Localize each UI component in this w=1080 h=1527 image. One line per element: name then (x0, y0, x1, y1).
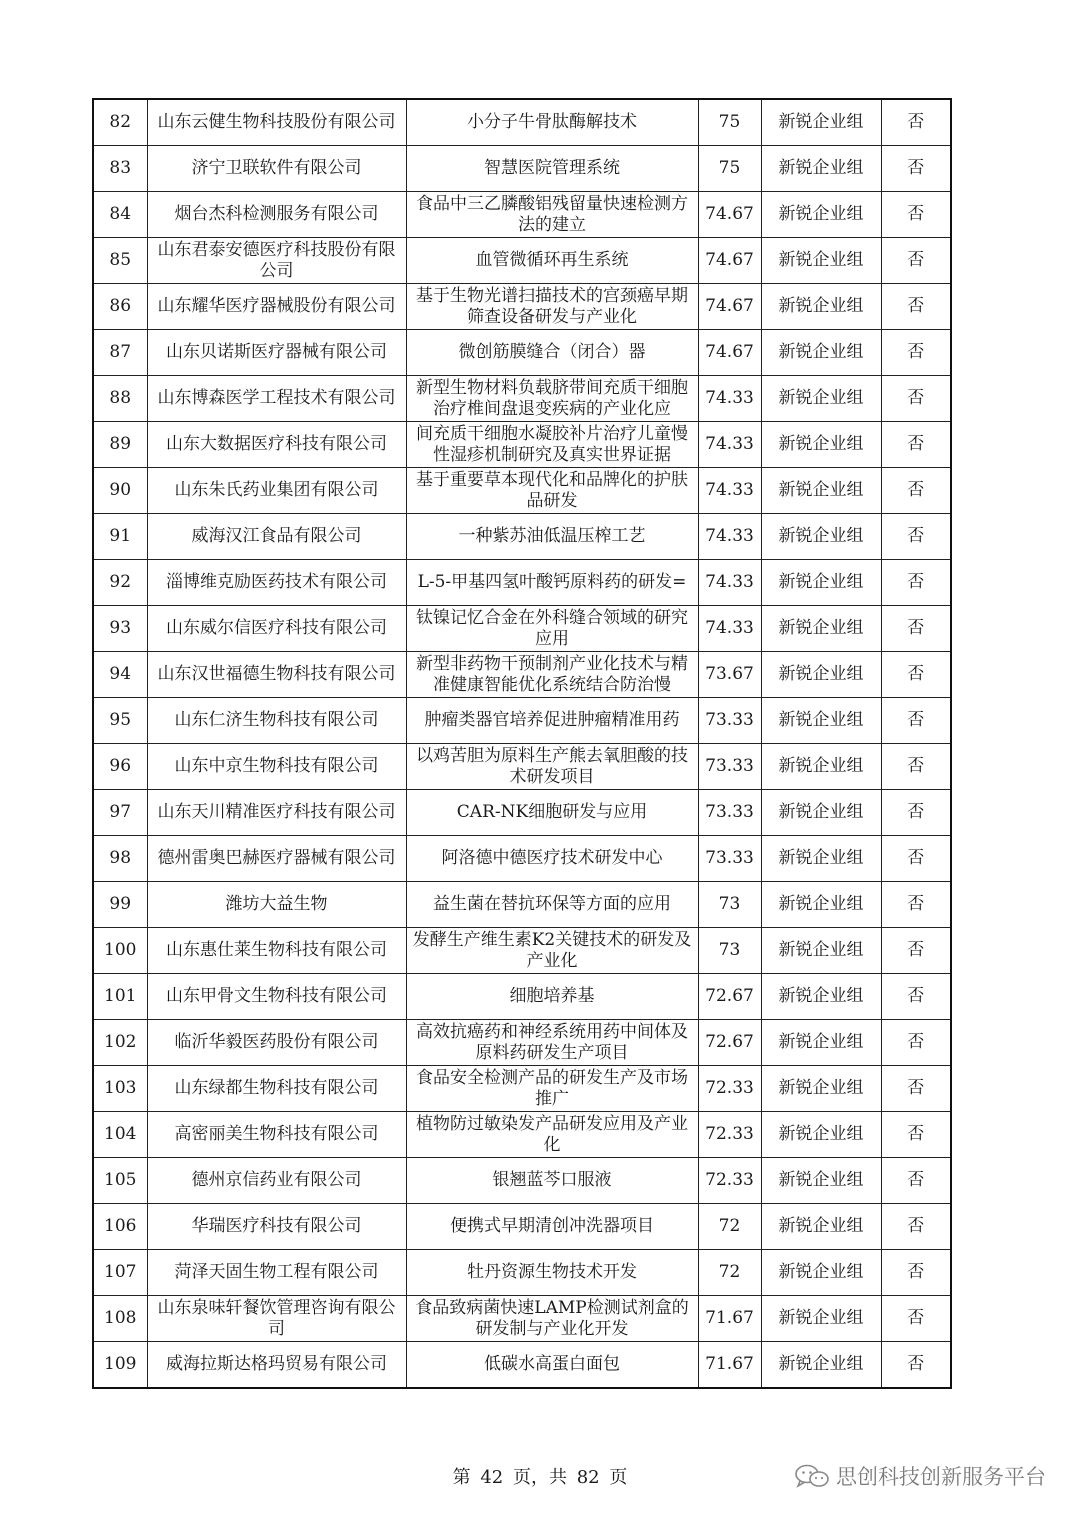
flag-cell: 否 (881, 1158, 951, 1204)
row-number-cell: 92 (93, 560, 147, 606)
flag-cell: 否 (881, 376, 951, 422)
company-name-cell: 高密丽美生物科技有限公司 (147, 1112, 406, 1158)
flag-cell: 否 (881, 560, 951, 606)
flag-cell: 否 (881, 146, 951, 192)
row-number-cell: 87 (93, 330, 147, 376)
project-name-cell: L-5-甲基四氢叶酸钙原料药的研发= (406, 560, 698, 606)
project-name-cell: 基于重要草本现代化和品牌化的护肤品研发 (406, 468, 698, 514)
group-name-cell: 新锐企业组 (761, 514, 881, 560)
score-cell: 72.67 (698, 974, 761, 1020)
wechat-icon (794, 1463, 830, 1489)
results-table-container (92, 98, 950, 1389)
page-prefix: 第 (452, 1467, 471, 1488)
table-row (93, 284, 951, 330)
table-row (93, 652, 951, 698)
group-name-cell: 新锐企业组 (761, 1020, 881, 1066)
project-name-cell: CAR-NK细胞研发与应用 (406, 790, 698, 836)
score-cell: 74.33 (698, 606, 761, 652)
row-number-cell: 97 (93, 790, 147, 836)
page-suffix: 页 (609, 1467, 628, 1488)
score-cell: 75 (698, 146, 761, 192)
company-name-cell: 菏泽天固生物工程有限公司 (147, 1250, 406, 1296)
score-cell: 73.33 (698, 790, 761, 836)
table-row (93, 560, 951, 606)
flag-cell: 否 (881, 1066, 951, 1112)
table-row (93, 192, 951, 238)
score-cell: 72.33 (698, 1066, 761, 1112)
score-cell: 72.33 (698, 1158, 761, 1204)
flag-cell: 否 (881, 514, 951, 560)
company-name-cell: 潍坊大益生物 (147, 882, 406, 928)
company-name-cell: 山东贝诺斯医疗器械有限公司 (147, 330, 406, 376)
group-name-cell: 新锐企业组 (761, 376, 881, 422)
table-row (93, 468, 951, 514)
company-name-cell: 山东云健生物科技股份有限公司 (147, 99, 406, 146)
table-row (93, 744, 951, 790)
score-cell: 72.67 (698, 1020, 761, 1066)
group-name-cell: 新锐企业组 (761, 422, 881, 468)
project-name-cell: 智慧医院管理系统 (406, 146, 698, 192)
project-name-cell: 小分子牛骨肽酶解技术 (406, 99, 698, 146)
group-name-cell: 新锐企业组 (761, 1250, 881, 1296)
flag-cell: 否 (881, 192, 951, 238)
group-name-cell: 新锐企业组 (761, 1158, 881, 1204)
score-cell: 72.33 (698, 1112, 761, 1158)
project-name-cell: 基于生物光谱扫描技术的宫颈癌早期筛查设备研发与产业化 (406, 284, 698, 330)
project-name-cell: 新型非药物干预制剂产业化技术与精准健康智能优化系统结合防治慢 (406, 652, 698, 698)
group-name-cell: 新锐企业组 (761, 1342, 881, 1389)
group-name-cell: 新锐企业组 (761, 744, 881, 790)
company-name-cell: 山东汉世福德生物科技有限公司 (147, 652, 406, 698)
row-number-cell: 82 (93, 99, 147, 146)
group-name-cell: 新锐企业组 (761, 468, 881, 514)
score-cell: 74.33 (698, 468, 761, 514)
score-cell: 73.67 (698, 652, 761, 698)
score-cell: 72 (698, 1204, 761, 1250)
score-cell: 74.67 (698, 284, 761, 330)
project-name-cell: 食品中三乙膦酸铝残留量快速检测方法的建立 (406, 192, 698, 238)
score-cell: 74.67 (698, 238, 761, 284)
company-name-cell: 山东大数据医疗科技有限公司 (147, 422, 406, 468)
score-cell: 73.33 (698, 698, 761, 744)
table-row (93, 99, 951, 146)
row-number-cell: 83 (93, 146, 147, 192)
table-row (93, 974, 951, 1020)
group-name-cell: 新锐企业组 (761, 698, 881, 744)
table-row (93, 606, 951, 652)
project-name-cell: 微创筋膜缝合（闭合）器 (406, 330, 698, 376)
table-row (93, 836, 951, 882)
row-number-cell: 103 (93, 1066, 147, 1112)
table-row (93, 330, 951, 376)
score-cell: 73 (698, 928, 761, 974)
company-name-cell: 山东朱氏药业集团有限公司 (147, 468, 406, 514)
company-name-cell: 山东甲骨文生物科技有限公司 (147, 974, 406, 1020)
company-name-cell: 山东惠仕莱生物科技有限公司 (147, 928, 406, 974)
flag-cell: 否 (881, 330, 951, 376)
row-number-cell: 91 (93, 514, 147, 560)
table-row (93, 422, 951, 468)
row-number-cell: 99 (93, 882, 147, 928)
project-name-cell: 食品安全检测产品的研发生产及市场推广 (406, 1066, 698, 1112)
results-table-body (93, 99, 951, 1388)
score-cell: 75 (698, 99, 761, 146)
table-row (93, 1112, 951, 1158)
table-row (93, 790, 951, 836)
score-cell: 74.33 (698, 376, 761, 422)
table-row (93, 1020, 951, 1066)
score-cell: 71.67 (698, 1296, 761, 1342)
table-row (93, 698, 951, 744)
row-number-cell: 105 (93, 1158, 147, 1204)
row-number-cell: 90 (93, 468, 147, 514)
flag-cell: 否 (881, 882, 951, 928)
project-name-cell: 便携式早期清创冲洗器项目 (406, 1204, 698, 1250)
group-name-cell: 新锐企业组 (761, 560, 881, 606)
watermark (794, 1461, 1046, 1491)
table-row (93, 238, 951, 284)
company-name-cell: 山东君泰安德医疗科技股份有限公司 (147, 238, 406, 284)
company-name-cell: 山东仁济生物科技有限公司 (147, 698, 406, 744)
group-name-cell: 新锐企业组 (761, 1296, 881, 1342)
group-name-cell: 新锐企业组 (761, 882, 881, 928)
row-number-cell: 98 (93, 836, 147, 882)
group-name-cell: 新锐企业组 (761, 974, 881, 1020)
row-number-cell: 86 (93, 284, 147, 330)
flag-cell: 否 (881, 836, 951, 882)
row-number-cell: 88 (93, 376, 147, 422)
page-total: 82 (576, 1467, 600, 1488)
flag-cell: 否 (881, 99, 951, 146)
row-number-cell: 108 (93, 1296, 147, 1342)
project-name-cell: 新型生物材料负载脐带间充质干细胞治疗椎间盘退变疾病的产业化应 (406, 376, 698, 422)
flag-cell: 否 (881, 1204, 951, 1250)
flag-cell: 否 (881, 284, 951, 330)
table-row (93, 514, 951, 560)
group-name-cell: 新锐企业组 (761, 238, 881, 284)
watermark-text: 思创科技创新服务平台 (836, 1465, 1046, 1489)
score-cell: 74.67 (698, 330, 761, 376)
company-name-cell: 山东威尔信医疗科技有限公司 (147, 606, 406, 652)
row-number-cell: 89 (93, 422, 147, 468)
flag-cell: 否 (881, 1342, 951, 1389)
row-number-cell: 94 (93, 652, 147, 698)
company-name-cell: 临沂华毅医药股份有限公司 (147, 1020, 406, 1066)
project-name-cell: 间充质干细胞水凝胶补片治疗儿童慢性湿疹机制研究及真实世界证据 (406, 422, 698, 468)
row-number-cell: 104 (93, 1112, 147, 1158)
project-name-cell: 肿瘤类器官培养促进肿瘤精准用药 (406, 698, 698, 744)
group-name-cell: 新锐企业组 (761, 652, 881, 698)
score-cell: 73.33 (698, 836, 761, 882)
table-row (93, 146, 951, 192)
flag-cell: 否 (881, 928, 951, 974)
flag-cell: 否 (881, 422, 951, 468)
table-row (93, 1158, 951, 1204)
project-name-cell: 血管微循环再生系统 (406, 238, 698, 284)
group-name-cell: 新锐企业组 (761, 1112, 881, 1158)
flag-cell: 否 (881, 1020, 951, 1066)
company-name-cell: 华瑞医疗科技有限公司 (147, 1204, 406, 1250)
flag-cell: 否 (881, 744, 951, 790)
company-name-cell: 山东耀华医疗器械股份有限公司 (147, 284, 406, 330)
project-name-cell: 阿洛德中德医疗技术研发中心 (406, 836, 698, 882)
group-name-cell: 新锐企业组 (761, 1204, 881, 1250)
results-table (92, 98, 952, 1389)
project-name-cell: 发酵生产维生素K2关键技术的研发及产业化 (406, 928, 698, 974)
score-cell: 73 (698, 882, 761, 928)
project-name-cell: 低碳水高蛋白面包 (406, 1342, 698, 1389)
score-cell: 74.67 (698, 192, 761, 238)
row-number-cell: 96 (93, 744, 147, 790)
row-number-cell: 109 (93, 1342, 147, 1389)
company-name-cell: 山东中京生物科技有限公司 (147, 744, 406, 790)
project-name-cell: 钛镍记忆合金在外科缝合领域的研究应用 (406, 606, 698, 652)
company-name-cell: 威海汉江食品有限公司 (147, 514, 406, 560)
score-cell: 71.67 (698, 1342, 761, 1389)
row-number-cell: 85 (93, 238, 147, 284)
flag-cell: 否 (881, 1112, 951, 1158)
company-name-cell: 山东泉味轩餐饮管理咨询有限公司 (147, 1296, 406, 1342)
score-cell: 74.33 (698, 514, 761, 560)
table-row (93, 1342, 951, 1389)
company-name-cell: 淄博维克励医药技术有限公司 (147, 560, 406, 606)
table-row (93, 1296, 951, 1342)
project-name-cell: 银翘蓝芩口服液 (406, 1158, 698, 1204)
company-name-cell: 威海拉斯达格玛贸易有限公司 (147, 1342, 406, 1389)
flag-cell: 否 (881, 974, 951, 1020)
flag-cell: 否 (881, 238, 951, 284)
score-cell: 73.33 (698, 744, 761, 790)
company-name-cell: 济宁卫联软件有限公司 (147, 146, 406, 192)
flag-cell: 否 (881, 1250, 951, 1296)
flag-cell: 否 (881, 606, 951, 652)
table-row (93, 928, 951, 974)
group-name-cell: 新锐企业组 (761, 284, 881, 330)
company-name-cell: 烟台杰科检测服务有限公司 (147, 192, 406, 238)
group-name-cell: 新锐企业组 (761, 99, 881, 146)
project-name-cell: 食品致病菌快速LAMP检测试剂盒的研发制与产业化开发 (406, 1296, 698, 1342)
row-number-cell: 101 (93, 974, 147, 1020)
row-number-cell: 106 (93, 1204, 147, 1250)
group-name-cell: 新锐企业组 (761, 1066, 881, 1112)
group-name-cell: 新锐企业组 (761, 836, 881, 882)
row-number-cell: 95 (93, 698, 147, 744)
company-name-cell: 德州雷奥巴赫医疗器械有限公司 (147, 836, 406, 882)
table-row (93, 1204, 951, 1250)
group-name-cell: 新锐企业组 (761, 606, 881, 652)
table-row (93, 1250, 951, 1296)
company-name-cell: 山东天川精准医疗科技有限公司 (147, 790, 406, 836)
flag-cell: 否 (881, 652, 951, 698)
group-name-cell: 新锐企业组 (761, 928, 881, 974)
row-number-cell: 93 (93, 606, 147, 652)
row-number-cell: 84 (93, 192, 147, 238)
page-number: 42 (480, 1467, 504, 1488)
row-number-cell: 100 (93, 928, 147, 974)
group-name-cell: 新锐企业组 (761, 146, 881, 192)
table-row (93, 376, 951, 422)
table-row (93, 882, 951, 928)
table-row (93, 1066, 951, 1112)
score-cell: 74.33 (698, 422, 761, 468)
row-number-cell: 102 (93, 1020, 147, 1066)
project-name-cell: 一种紫苏油低温压榨工艺 (406, 514, 698, 560)
company-name-cell: 德州京信药业有限公司 (147, 1158, 406, 1204)
project-name-cell: 植物防过敏染发产品研发应用及产业化 (406, 1112, 698, 1158)
project-name-cell: 益生菌在替抗环保等方面的应用 (406, 882, 698, 928)
page-mid: 页，共 (513, 1467, 567, 1488)
project-name-cell: 牡丹资源生物技术开发 (406, 1250, 698, 1296)
company-name-cell: 山东绿都生物科技有限公司 (147, 1066, 406, 1112)
flag-cell: 否 (881, 1296, 951, 1342)
project-name-cell: 以鸡苦胆为原料生产熊去氧胆酸的技术研发项目 (406, 744, 698, 790)
flag-cell: 否 (881, 790, 951, 836)
score-cell: 72 (698, 1250, 761, 1296)
group-name-cell: 新锐企业组 (761, 790, 881, 836)
company-name-cell: 山东博森医学工程技术有限公司 (147, 376, 406, 422)
project-name-cell: 细胞培养基 (406, 974, 698, 1020)
group-name-cell: 新锐企业组 (761, 192, 881, 238)
project-name-cell: 高效抗癌药和神经系统用药中间体及原料药研发生产项目 (406, 1020, 698, 1066)
flag-cell: 否 (881, 698, 951, 744)
group-name-cell: 新锐企业组 (761, 330, 881, 376)
flag-cell: 否 (881, 468, 951, 514)
row-number-cell: 107 (93, 1250, 147, 1296)
score-cell: 74.33 (698, 560, 761, 606)
